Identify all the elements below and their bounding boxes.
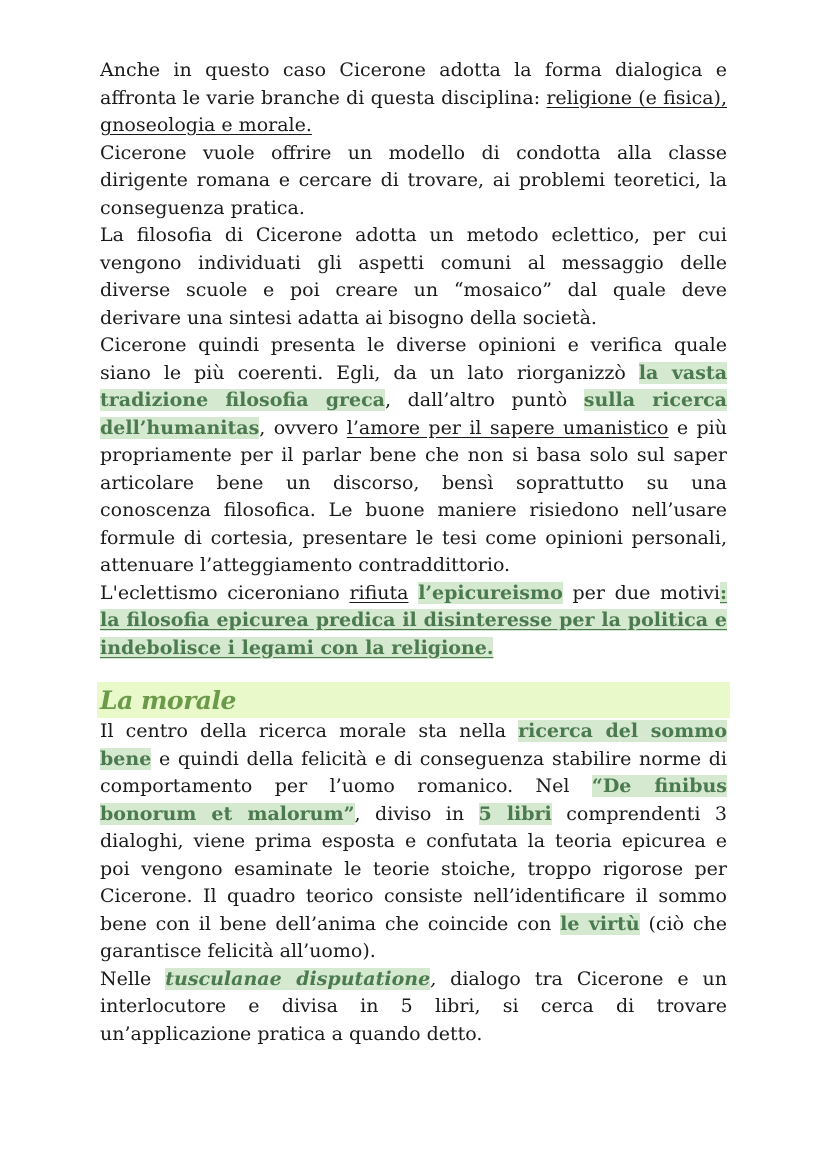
highlighted-text: la vasta tradizione filosofia greca [100, 361, 728, 411]
paragraph-epicureanism [100, 580, 727, 663]
text: , dall’altro puntò [385, 389, 584, 411]
paragraph-eclectic: La filosofia di Cicerone adotta un metodo eclettico, per cui vengono individuati gli aspetti comuni al messaggio delle diverse scuole e poi creare un “mosaico” dal quale deve derivare una sintesi adatta ai bisogno della società. [100, 224, 727, 329]
text: , diviso in [354, 802, 479, 825]
highlighted-text: 5 libri [478, 802, 552, 825]
highlighted-text: “De finibus bonorum et malorum” [100, 775, 728, 825]
text: e quindi della felicità e di conseguenza stabilire norme di comportamento per l’uomo romanico. Nel [100, 747, 727, 797]
document-page [100, 57, 727, 1048]
text [408, 582, 418, 604]
text: per due motivi [562, 581, 720, 604]
text: Nelle [100, 967, 166, 990]
paragraph-tusculanae [100, 966, 727, 1049]
text: e più propriamente per il parlar bene che non si basa solo sul saper articolare bene un discorso, bensì soprattutto su una conoscenza filosofica. Le buone maniere risiedono nell’usare formule di cortesia, presentare le tesi come opinioni personali, attenuare l’atteggiamento contraddittorio. [100, 416, 727, 576]
text: (ciò che garantisce felicità all’uomo). [100, 912, 728, 962]
text: Il centro della ricerca morale sta nella [100, 720, 519, 742]
underlined-text: religione (e fisica), gnoseologia e morale. [100, 86, 727, 136]
text: comprendenti 3 dialoghi, viene prima esposta e confutata la teoria epicurea e poi vengono esaminate le teorie stoiche, troppo rigorose per Cicerone. Il quadro teorico consiste nell’identificare il sommo bene con il bene dell’anima che coincide con [100, 802, 727, 935]
text: Anche in questo caso Cicerone adotta la forma dialogica e affronta le varie branche di questa disciplina: [100, 59, 727, 109]
paragraph-tradition [100, 332, 727, 580]
paragraph-moral [100, 718, 727, 966]
highlighted-text: sulla ricerca dell’humanitas [100, 389, 727, 439]
text: Cicerone quindi presenta le diverse opinioni e verifica quale siano le più coerenti. Egli, da un lato riorganizzò [100, 334, 727, 384]
text: L'eclettismo ciceroniano [100, 581, 350, 604]
text: , ovvero [259, 416, 347, 439]
highlighted-text: l’epicureismo [418, 581, 563, 604]
text: , dialogo tra Cicerone e un interlocutore e divisa in 5 libri, si cerca di trovare un’applicazione pratica a quando detto. [100, 967, 728, 1045]
highlighted-text: le virtù [560, 912, 640, 935]
highlighted-italic-text: tusculanae disputatione [165, 967, 431, 990]
highlighted-underlined-text: : la filosofia epicurea predica il disinteresse per la politica e indebolisce i legami con la religione. [100, 581, 728, 659]
paragraph-intro [100, 57, 727, 140]
highlighted-text: ricerca del sommo bene [100, 720, 727, 770]
section-heading: La morale [97, 682, 730, 718]
paragraph-model: Cicerone vuole offrire un modello di condotta alla classe dirigente romana e cercare di trovare, ai problemi teoretici, la conseguenza pratica. [100, 141, 727, 219]
underlined-text: l’amore per il sapere umanistico [346, 416, 669, 439]
underlined-text: rifiuta [349, 581, 409, 604]
